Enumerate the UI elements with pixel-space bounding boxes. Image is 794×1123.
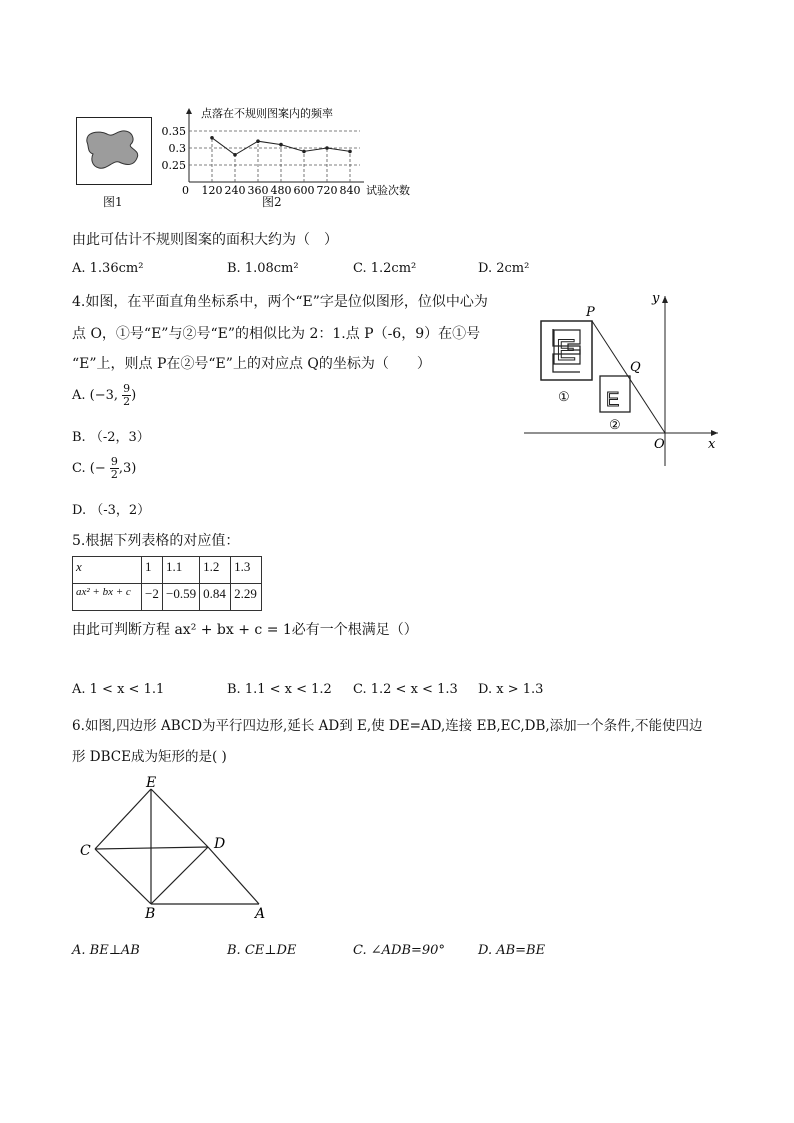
x-label: x bbox=[708, 437, 716, 452]
chart-y-tick: 0.3 bbox=[168, 142, 186, 155]
chart-point bbox=[348, 150, 352, 154]
chart-point bbox=[302, 150, 306, 154]
chart-x-tick: 120 bbox=[201, 184, 223, 197]
q4-option-b[interactable]: B. （-2，3） bbox=[72, 430, 150, 445]
label-b: B bbox=[145, 906, 156, 922]
chart-x-tick: 720 bbox=[316, 184, 338, 197]
q4-option-a[interactable]: A. (−3, $\frac{9}{2}$ ) bbox=[72, 382, 137, 408]
label-2: ② bbox=[609, 418, 621, 433]
label-p: P bbox=[586, 305, 595, 320]
q5-option-b[interactable]: B. 1.1 < x < 1.2 bbox=[227, 682, 332, 697]
label-e: E bbox=[146, 775, 157, 791]
chart-x-tick: 480 bbox=[270, 184, 292, 197]
q4-option-c[interactable]: C. (− $\frac{9}{2}$ ,3) bbox=[72, 455, 137, 481]
q6-option-a[interactable]: A. BE⊥AB bbox=[72, 943, 140, 958]
table-cell: 1.3 bbox=[231, 557, 262, 584]
q3-option-a[interactable]: A. 1.36cm² bbox=[72, 261, 144, 276]
label-1: ① bbox=[558, 390, 570, 405]
chart-point bbox=[233, 153, 237, 157]
table-cell: −2 bbox=[142, 584, 163, 611]
table-row bbox=[73, 584, 262, 611]
figure-1 bbox=[76, 117, 152, 185]
y-label: y bbox=[652, 291, 660, 306]
label-d: D bbox=[214, 836, 226, 852]
table-cell: 1.2 bbox=[200, 557, 231, 584]
chart-point bbox=[210, 136, 214, 140]
table-cell: 1.1 bbox=[163, 557, 200, 584]
q4-option-d[interactable]: D. （-3，2） bbox=[72, 503, 151, 518]
figure-2-caption: 图2 bbox=[262, 195, 282, 209]
q3-question: 由此可估计不规则图案的面积大约为（ ） bbox=[72, 232, 338, 248]
irregular-shape bbox=[77, 118, 151, 184]
q3-option-d[interactable]: D. 2cm² bbox=[478, 261, 530, 276]
q6-option-d[interactable]: D. AB=BE bbox=[478, 943, 546, 958]
chart-x-tick: 240 bbox=[224, 184, 246, 197]
q4-line-3: “E”上，则点 P在②号“E”上的对应点 Q的坐标为（ ） bbox=[72, 356, 431, 372]
q3-option-c[interactable]: C. 1.2cm² bbox=[353, 261, 417, 276]
chart-x-label: 试验次数 bbox=[366, 184, 410, 197]
q6-figure bbox=[72, 775, 272, 925]
table-cell: 1 bbox=[142, 557, 163, 584]
q5-question: 由此可判断方程 ax² + bx + c = 1必有一个根满足（） bbox=[72, 622, 418, 638]
label-c: C bbox=[80, 843, 91, 859]
chart-y-tick: 0.25 bbox=[161, 159, 186, 172]
chart-x-tick: 600 bbox=[293, 184, 315, 197]
q5-title: 5.根据下列表格的对应值： bbox=[72, 533, 240, 549]
chart-origin: 0 bbox=[182, 184, 189, 197]
table-row bbox=[73, 557, 262, 584]
frequency-chart bbox=[161, 104, 427, 198]
table-cell: 0.84 bbox=[200, 584, 231, 611]
q5-option-c[interactable]: C. 1.2 < x < 1.3 bbox=[353, 682, 458, 697]
table-cell: ax² + bx + c bbox=[73, 584, 142, 611]
label-q: Q bbox=[630, 360, 641, 375]
figure-1-caption: 图1 bbox=[103, 195, 123, 209]
table-cell: −0.59 bbox=[163, 584, 200, 611]
label-a: A bbox=[255, 906, 266, 922]
values-table bbox=[72, 556, 262, 611]
q5-option-a[interactable]: A. 1 < x < 1.1 bbox=[72, 682, 165, 697]
q6-line-2: 形 DBCE成为矩形的是( ) bbox=[72, 749, 227, 765]
chart-point bbox=[279, 143, 283, 147]
chart-x-tick: 840 bbox=[339, 184, 361, 197]
line-po bbox=[592, 321, 665, 433]
chart-y-arrow bbox=[186, 108, 192, 114]
chart-point bbox=[325, 146, 329, 150]
svg-text:E: E bbox=[606, 389, 620, 411]
chart-y-label: 点落在不规则图案内的频率 bbox=[201, 107, 333, 120]
fraction: $\frac{9}{2}$ bbox=[123, 382, 131, 408]
chart-point bbox=[256, 139, 260, 143]
table-cell: x bbox=[73, 557, 142, 584]
q4-line-2: 点 O，①号“E”与②号“E”的相似比为 2：1.点 P（-6，9）在①号 bbox=[72, 326, 481, 342]
svg-text:E: E bbox=[556, 334, 577, 367]
chart-y-tick: 0.35 bbox=[161, 125, 186, 138]
chart-x-tick: 360 bbox=[247, 184, 269, 197]
q3-option-b[interactable]: B. 1.08cm² bbox=[227, 261, 299, 276]
q6-option-c[interactable]: C. ∠ADB=90° bbox=[353, 943, 445, 958]
q6-option-b[interactable]: B. CE⊥DE bbox=[227, 943, 297, 958]
table-cell: 2.29 bbox=[231, 584, 262, 611]
fraction: $\frac{9}{2}$ bbox=[110, 455, 118, 481]
q5-option-d[interactable]: D. x > 1.3 bbox=[478, 682, 544, 697]
q6-line-1: 6.如图,四边形 ABCD为平行四边形,延长 AD到 E,使 DE=AD,连接 EB,EC,DB,添加一个条件,不能使四边 bbox=[72, 718, 703, 734]
origin-label: O bbox=[654, 437, 665, 452]
q4-line-1: 4.如图，在平面直角坐标系中，两个“E”字是位似图形，位似中心为 bbox=[72, 294, 488, 310]
q4-figure bbox=[520, 288, 725, 468]
